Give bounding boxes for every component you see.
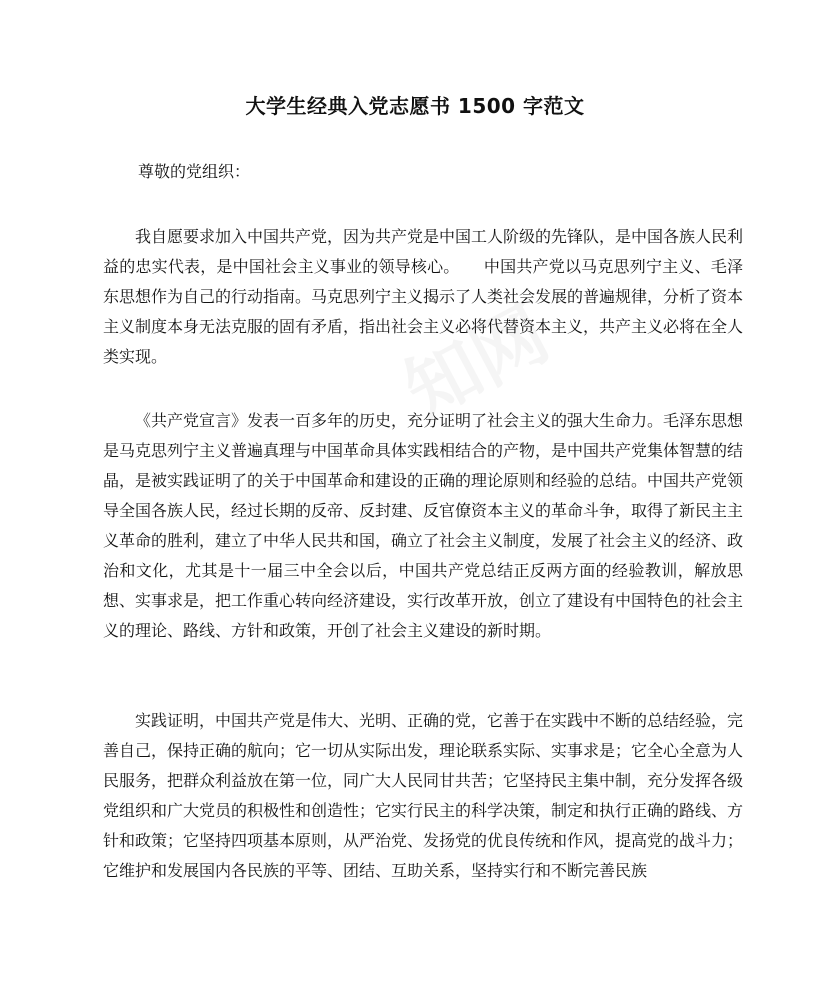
body-paragraph-2: 《共产党宣言》发表一百多年的历史，充分证明了社会主义的强大生命力。毛泽东思想是马克思列宁主义普遍真理与中国革命具体实践相结合的产物，是中国共产党集体智慧的结晶，是被实践证明了的关于中国革命和建设的正确的理论原则和经验的总结。中国共产党领导全国各族人民，经过长期的反帝、反封建、反官僚资本主义的革命斗争，取得了新民主主义革命的胜利，建立了中华人民共和国，确立了社会主义制度，发展了社会主义的经济、政治和文化，尤其是十一届三中全会以后，中国共产党总结正反两方面的经验教训，解放思想、实事求是，把工作重心转向经济建设，实行改革开放，创立了建设有中国特色的社会主义的理论、路线、方针和政策，开创了社会主义建设的新时期。 <box>103 411 744 640</box>
document-title: 大学生经典入党志愿书 1500 字范文 <box>245 94 585 118</box>
salutation: 尊敬的党组织： <box>138 162 251 181</box>
body-paragraph-1: 我自愿要求加入中国共产党，因为共产党是中国工人阶级的先锋队，是中国各族人民利益的忠实代表，是中国社会主义事业的领导核心。 中国共产党以马克思列宁主义、毛泽东思想作为自己的行动指南。马克思列宁主义揭示了人类社会发展的普遍规律，分析了资本主义制度本身无法克服的固有矛盾，指出社会主义必将代替资本主义，共产主义必将在全人类实现。 <box>103 227 744 366</box>
body-paragraph-3: 实践证明，中国共产党是伟大、光明、正确的党，它善于在实践中不断的总结经验，完善自己，保持正确的航向；它一切从实际出发，理论联系实际、实事求是；它全心全意为人民服务，把群众利益放在第一位，同广大人民同甘共苦；它坚持民主集中制，充分发挥各级党组织和广大党员的积极性和创造性；它实行民主的科学决策，制定和执行正确的路线、方针和政策；它坚持四项基本原则，从严治党、发扬党的优良传统和作风，提高党的战斗力；它维护和发展国内各民族的平等、团结、互助关系，坚持实行和不断完善民族 <box>103 711 744 880</box>
